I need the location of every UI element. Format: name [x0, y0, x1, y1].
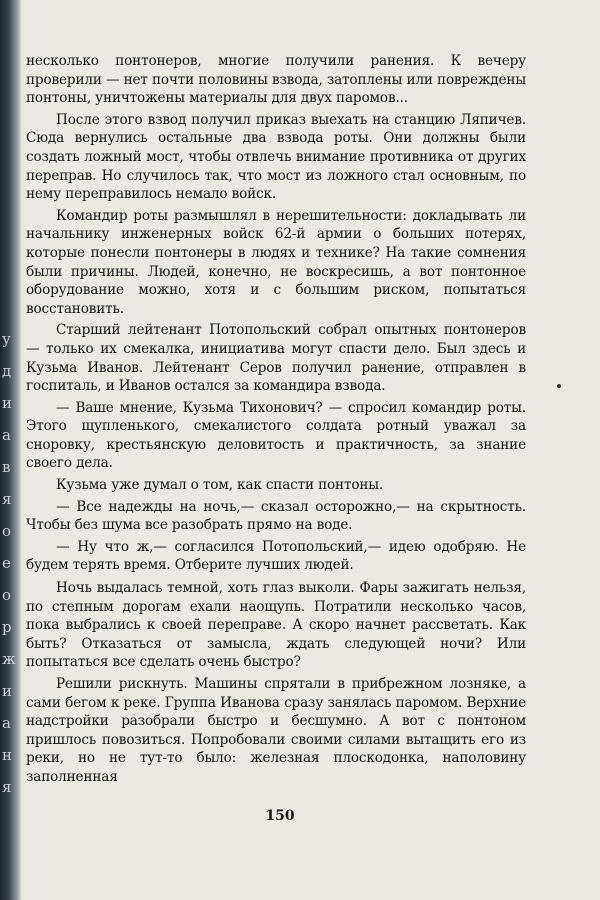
paragraph: — Ну что ж,— согласился Потопольский,— идею одобряю. Не будем терять время. Отберите лучших людей.: [26, 538, 526, 574]
gutter-letter: о: [2, 586, 12, 604]
paragraph: Старший лейтенант Потопольский собрал опытных понтонеров — только их смекалка, инициатива могут спасти дело. Был здесь и Кузьма Иванов. Лейтенант Серов получил ранение, отправлен в госпиталь, и Иванов остался за командира взвода.: [26, 322, 526, 395]
gutter-letter: д: [2, 362, 12, 380]
gutter-letter: р: [2, 618, 12, 636]
paragraph: несколько понтонеров, многие получили ранения. К вечеру проверили — нет почти половины взвода, затоплены или повреждены понтоны, уничтожены материалы для двух паромов...: [26, 53, 526, 107]
gutter-letter: у: [2, 330, 11, 348]
gutter-letter: я: [2, 490, 12, 508]
page-text: [26, 52, 526, 790]
paragraph: Ночь выдалась темной, хоть глаз выколи. Фары зажигать нельзя, по степным дорогам ехали наощупь. Потратили несколько часов, пока выбрались к своей переправе. А скоро начнет рассветать. Как быть? Отказаться от замысла, ждать следующей ночи? Или попытаться все сделать очень быстро?: [26, 580, 526, 671]
gutter-letter: я: [2, 778, 12, 796]
paragraph: Кузьма уже думал о том, как спасти понтоны.: [56, 477, 384, 494]
gutter-letter: е: [2, 554, 11, 572]
paragraph: После этого взвод получил приказ выехать на станцию Ляпичев. Сюда вернулись остальные два взвода роты. Они должны были создать ложный мост, чтобы отвлечь внимание противника от других переправ. Но случилось так, что мост из ложного стал основным, по нему переправилось немало войск.: [26, 111, 526, 203]
gutter-letter: а: [2, 426, 11, 444]
gutter-letter: о: [2, 522, 12, 540]
gutter-letter: а: [2, 714, 11, 732]
gutter-letter: в: [2, 458, 11, 476]
paragraph: Командир роты размышлял в нерешительности: докладывать ли начальнику инженерных войск 62-й армии о больших потерях, которые понесли понтонеры в людях и технике? На такие сомнения были причины. Людей, конечно, не воскресишь, а вот понтонное оборудование можно, хотя и с большим риском, попытаться восстановить.: [26, 207, 526, 317]
gutter-letter: ж: [2, 650, 16, 668]
page-number: 150: [265, 808, 295, 824]
print-speck: [557, 384, 561, 388]
paragraph: — Ваше мнение, Кузьма Тихонович? — спросил командир роты. Этого щупленького, смекалистого солдата ротный уважал за сноровку, крестьянскую деловитость и практичность, за знание своего дела.: [26, 399, 526, 472]
gutter-letter: и: [2, 682, 12, 700]
gutter-letter: н: [2, 746, 12, 764]
gutter-letter: и: [2, 394, 12, 412]
paragraph: — Все надежды на ночь,— сказал осторожно,— на скрытность. Чтобы без шума все разобрать прямо на воде.: [26, 498, 526, 534]
adjacent-page-gutter: [2, 330, 18, 796]
paragraph: Решили рискнуть. Машины спрятали в прибрежном лозняке, а сами бегом к реке. Группа Иванова сразу занялась паромом. Верхние надстройки разобрали быстро и бесшумно. А вот с понтоном пришлось повозиться. Попробовали своими силами вытащить его из реки, но не тут-то было: железная плоскодонка, наполовину заполненная: [26, 676, 526, 785]
